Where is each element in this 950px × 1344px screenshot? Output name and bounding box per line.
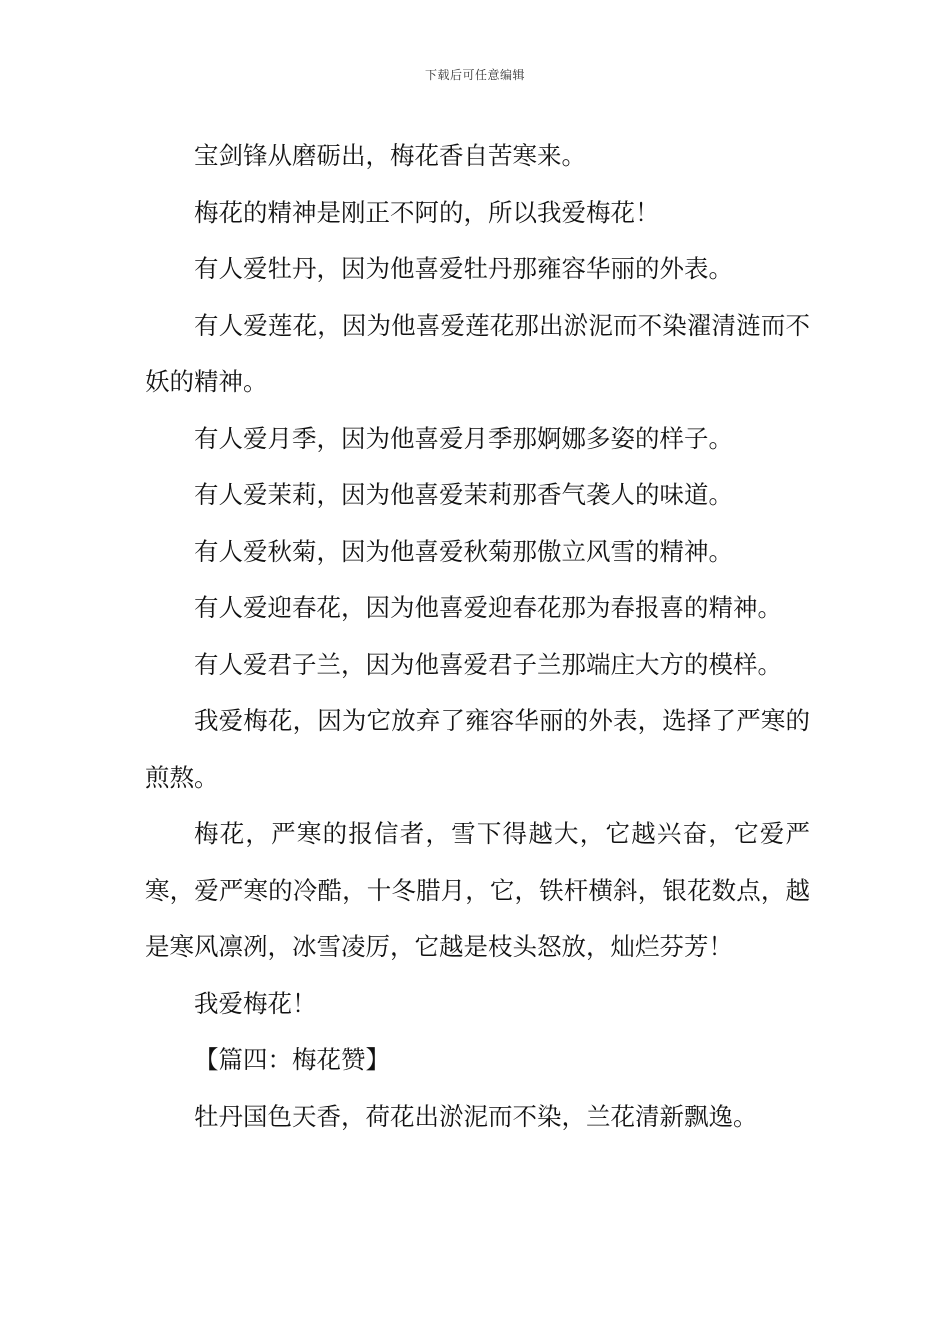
- paragraph: 我爱梅花！: [194, 988, 317, 1018]
- paragraph: 有人爱月季，因为他喜爱月季那婀娜多姿的样子。: [194, 423, 733, 453]
- paragraph: 有人爱君子兰，因为他喜爱君子兰那端庄大方的模样。: [194, 649, 782, 679]
- paragraph: 有人爱茉莉，因为他喜爱茉莉那香气袭人的味道。: [194, 480, 733, 509]
- paragraph: 有人爱迎春花，因为他喜爱迎春花那为春报喜的精神。: [194, 593, 782, 622]
- paragraph: 有人爱莲花，因为他喜爱莲花那出淤泥而不染濯清涟而不妖的精神。: [145, 310, 810, 396]
- paragraph: 梅花，严寒的报信者，雪下得越大，它越兴奋，它爱严寒，爱严寒的冷酷，十冬腊月，它，铁杆横斜，银花数点，越是寒风凛冽，冰雪凌厉，它越是枝头怒放，灿烂芬芳！: [145, 819, 810, 961]
- paragraph: 我爱梅花，因为它放弃了雍容华丽的外表，选择了严寒的煎熬。: [145, 706, 810, 792]
- paragraph: 有人爱秋菊，因为他喜爱秋菊那傲立风雪的精神。: [194, 536, 733, 566]
- document-body: [145, 128, 810, 1145]
- paragraph: 梅花的精神是刚正不阿的，所以我爱梅花！: [194, 197, 660, 227]
- paragraph: 牡丹国色天香，荷花出淤泥而不染，兰花清新飘逸。: [194, 1101, 758, 1131]
- section-heading: 【篇四：梅花赞】: [194, 1045, 390, 1074]
- paragraph: 宝剑锋从磨砺出，梅花香自苦寒来。: [194, 141, 586, 170]
- page-header: 下载后可任意编辑: [424, 68, 525, 82]
- paragraph: 有人爱牡丹，因为他喜爱牡丹那雍容华丽的外表。: [194, 254, 733, 283]
